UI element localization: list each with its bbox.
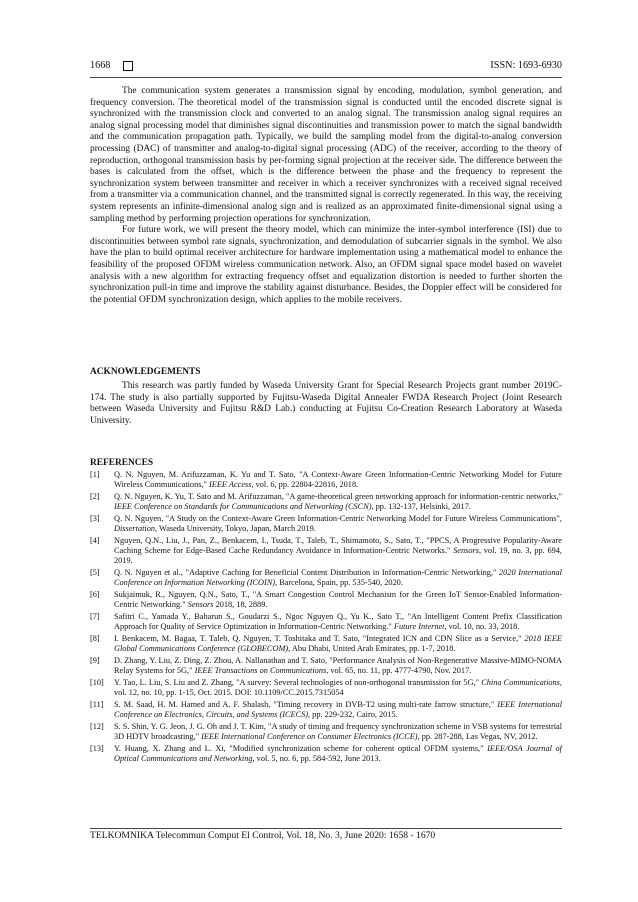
reference-details: , vol. 12, no. 10, pp. 1-15, Oct. 2015. DOI: 10.1109/CC.2015.7315054: [114, 678, 562, 698]
reference-number: [1]: [90, 470, 100, 479]
reference-text: Sukjaimuk, R., Nguyen, Q.N., Sato, T., "A Smart Congestion Control Mechanism for the Green IoT Sensor-Enabled Information-Centric Networking.": [114, 590, 562, 610]
reference-item: [90, 492, 562, 512]
reference-venue: IEEE International Conference on Consumer Electronics (ICCE): [201, 732, 418, 742]
reference-text: I. Benkacem, M. Bagaa, T. Taleb, Q. Nguyen, T. Toshitaka and T. Sato, "Integrated ICN and CDN Slice as a Service,": [114, 634, 525, 644]
reference-details: , pp. 132-137, Helsinki, 2017.: [371, 502, 471, 512]
header-divider: [90, 77, 562, 78]
reference-venue: Sensors: [187, 600, 214, 610]
references-heading: REFERENCES: [90, 458, 154, 468]
reference-details: , pp. 287-288, Las Vegas, NV, 2012.: [417, 732, 538, 742]
reference-text: Y. Tao, L. Liu, S. Liu and Z. Zhang, "A survey: Several technologies of non-orthogonal transmission for 5G,": [114, 678, 482, 688]
reference-item: [90, 744, 562, 764]
reference-text: Q. N. Nguyen, "A Study on the Context-Aware Green Information-Centric Networking Model for Future Wireless Communications",: [114, 514, 562, 523]
reference-text: Q. N. Nguyen et al., "Adaptive Caching for Beneficial Content Distribution in Information-Centric Networking,": [114, 568, 499, 578]
journal-footer: TELKOMNIKA Telecommun Comput El Control, Vol. 18, No. 3, June 2020: 1658 - 1670: [90, 830, 436, 841]
paragraph: The communication system generates a transmission signal by encoding, modulation, symbol generation, and frequency conversion. The theoretical model of the transmission signal is conducted until the encoded discrete signal is synchronized with the transmission clock and converted to an analog signal. The transmission analog signal requires an analog signal processing model that diminishes signal discontinuities and transmission power to match the signal bandwidth and the communication propagation path. Typically, we build the sampling model from the digital-to-analog conversion processing (DAC) of transmitter and analog-to-digital signal processing (ADC) of the receiver, according to the theory of reproduction, orthogonal transmission basis by per-forming signal projection at the receiver side. The difference between the bases is calculated from the offset, which is the difference between the phase and the frequency to represent the synchronization system between transmitter and receiver in which a receiver synchronizes with a received signal received from a transmitter via a communication channel, and the transmitted signal is correctly regenerated. In this way, the receiving system represents an infinite-dimensional analog sign and is realized as an approximated finite-dimensional signal using a sampling method by performing projection operations for synchronization.: [90, 86, 562, 224]
square-icon: [123, 61, 133, 71]
reference-item: [90, 568, 562, 588]
reference-number: [5]: [90, 568, 100, 578]
reference-text: Q. N. Nguyen, K. Yu, T. Sato and M. Arifuzzaman, "A game-theoretical green networking approach for information-centric networks,": [114, 492, 562, 501]
page-number: 1668: [90, 60, 111, 71]
reference-number: [8]: [90, 634, 100, 644]
reference-number: [12]: [90, 722, 104, 732]
reference-venue: IEEE/OSA Journal of Optical Communications and Networking: [114, 744, 562, 764]
reference-number: [3]: [90, 514, 100, 523]
reference-list: [90, 470, 562, 766]
reference-venue: 2020 International Conference on Information Networking (ICOIN): [114, 568, 562, 588]
paragraph: For future work, we will present the theory model, which can minimize the inter-symbol interference (ISI) due to discontinuities between symbol rate signals, synchronization, and demodulation of subcarrier signals in the symbol. We also have the plan to build optimal receiver architecture for hardware implementation using a mathematical model to enhance the feasibility of the proposed OFDM wireless communication network. Also, an OFDM signal space model based on wavelet analysis with a new algorithm for extracting frequency offset and equalization distortion is needed to further shorten the synchronization pull-in time and improve the stability against disturbance. Besides, the Doppler effect will be considered for the potential OFDM synchronization design, which applies to the mobile receivers.: [90, 225, 562, 305]
reference-venue: Future Internet: [393, 622, 445, 632]
reference-details: , pp. 229-232, Cairo, 2015.: [308, 710, 398, 720]
reference-number: [7]: [90, 612, 100, 622]
acknowledgements-heading: ACKNOWLEDGEMENTS: [90, 367, 201, 377]
reference-item: [90, 514, 562, 534]
reference-item: [90, 700, 562, 720]
reference-number: [2]: [90, 492, 100, 501]
reference-venue: 2018 IEEE Global Communications Conference (GLOBECOM): [114, 634, 562, 654]
reference-item: [90, 470, 562, 490]
reference-number: [6]: [90, 590, 100, 600]
reference-details: , vol. 5, no. 6, pp. 584-592, June 2013.: [252, 754, 381, 764]
reference-text: Nguyen, Q.N., Liu, J., Pan, Z., Benkacem, I., Tsuda, T., Taleb, T., Shimamoto, S., Sato, T., "PPCS, A Progressive Popularity-Aware Caching Scheme for Edge-Based Cache Redundancy Avoidance in Information-Centric Networks.": [114, 536, 562, 556]
reference-text: S. M. Saad, H. M. Hamed and A. F. Shalash, "Timing recovery in DVB-T2 using multi-rate farrow structure,": [114, 700, 498, 710]
reference-text: D. Zhang, Y. Liu, Z. Ding, Z. Zhou, A. Nallanathan and T. Sato, "Performance Analysis of Non-Regenerative Massive-MIMO-NOMA Relay Systems for 5G,": [114, 656, 562, 676]
reference-text: Q. N. Nguyen, M. Arifuzzaman, K. Yu and T. Sato, "A Context-Aware Green Information-Centric Networking Model for Future Wireless Communications,": [114, 470, 562, 490]
reference-text: Safitri C., Yamada Y., Baharun S., Goudarzi S., Ngoc Nguyen Q., Yu K., Sato T., "An Intelligent Content Prefix Classification Approach for Quality of Service Optimization in Information-Centric Networking.": [114, 612, 562, 632]
reference-details: , Abu Dhabi, United Arab Emirates, pp. 1-7, 2018.: [288, 644, 456, 654]
reference-number: [4]: [90, 536, 100, 545]
acknowledgements-text: This research was partly funded by Waseda University Grant for Special Research Projects grant number 2019C-174. The study is also partially supported by Fujitsu-Waseda Digital Annealer FWDA Research Project (Joint Research between Waseda University and Fujitsu R&D Lab.) conducting at Fujitsu Co-Creation Research Laboratory at Waseda University.: [90, 381, 562, 426]
reference-number: [9]: [90, 656, 100, 666]
reference-item: [90, 678, 562, 698]
reference-details: , Waseda University, Tokyo, Japan, March 2019.: [155, 524, 316, 534]
page-header: [90, 60, 562, 74]
reference-item: [90, 536, 562, 567]
reference-details: , vol. 65, no. 11, pp. 4777-4790, Nov. 2017.: [326, 666, 472, 676]
reference-details: , Barcelona, Spain, pp. 535-540, 2020.: [275, 578, 403, 588]
reference-text: Y. Huang, X. Zhang and L. Xi, "Modified synchronization scheme for coherent optical OFDM systems,": [114, 744, 488, 754]
reference-number: [13]: [90, 744, 104, 754]
reference-details: , vol. 10, no. 33, 2018.: [444, 622, 520, 632]
reference-item: [90, 656, 562, 676]
reference-item: [90, 590, 562, 610]
reference-venue: IEEE Conference on Standards for Communications and Networking (CSCN): [114, 502, 372, 512]
reference-text: S. S. Shin, Y. G. Jeon, J. G. Oh and J. T. Kim, "A study of timing and frequency synchronization scheme in VSB systems for terrestrial 3D HDTV broadcasting,": [114, 722, 562, 742]
footer-divider: [90, 828, 562, 829]
reference-number: [11]: [90, 700, 104, 710]
issn-label: ISSN: 1693-6930: [490, 60, 562, 71]
reference-number: [10]: [90, 678, 104, 688]
reference-venue: IEEE International Conference on Electronics, Circuits, and Systems (ICECS): [114, 700, 563, 720]
reference-venue: IEEE Access: [209, 480, 252, 490]
reference-item: [90, 612, 562, 632]
reference-venue: IEEE Transactions on Communications: [194, 666, 327, 676]
reference-venue: Sensors: [453, 546, 479, 556]
reference-item: [90, 634, 562, 654]
reference-venue: China Communications: [481, 678, 560, 688]
reference-details: , vol. 19, no. 3, pp. 694, 2019.: [114, 546, 562, 566]
reference-item: [90, 722, 562, 742]
body-text: [90, 86, 562, 306]
reference-venue: Dissertation: [114, 524, 156, 534]
reference-details: , vol. 6, pp. 22804-22816, 2018.: [251, 480, 359, 490]
reference-details: 2018, 18, 2889.: [213, 600, 268, 610]
